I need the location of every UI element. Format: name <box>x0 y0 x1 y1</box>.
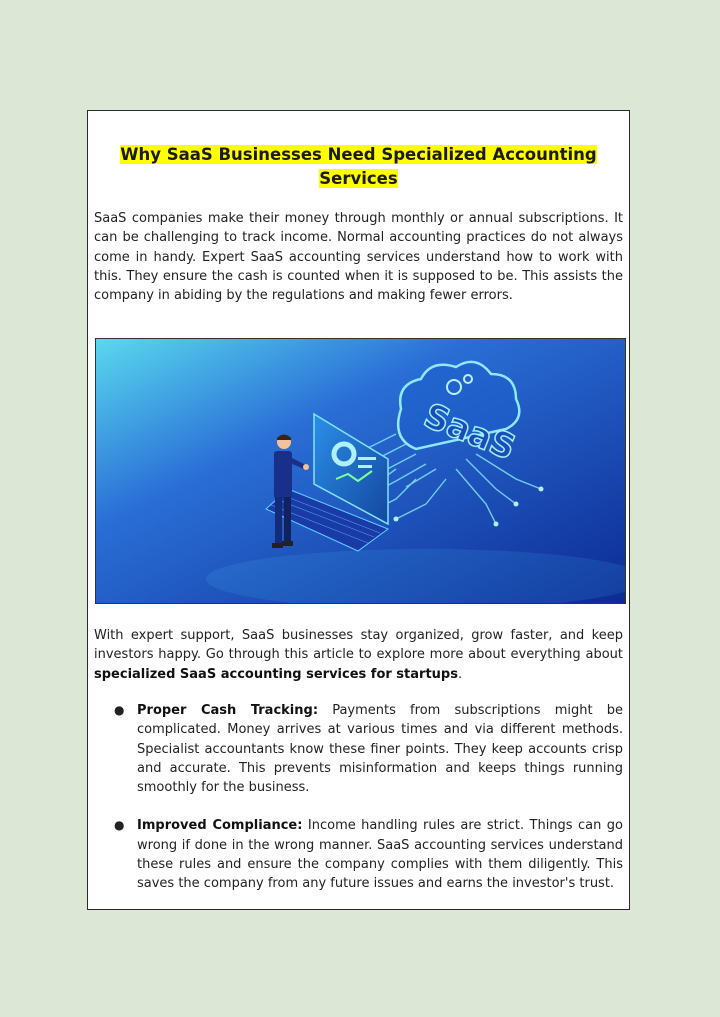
bullet-text: Income handling rules are strict. Things can go wrong if done in the wrong manner. SaaS accounting services understand these rules and ensure the company complies with them diligently. This saves the company from any future issues and earns the investor's trust. <box>137 818 623 892</box>
bullet-text: Payments from subscriptions might be complicated. Money arrives at various times and via different methods. Specialist accountants know these finer points. They keep accounts crisp and accurate. This prevents misinformation and keeps things running smoothly for the business. <box>137 703 623 796</box>
bullet-heading: Proper Cash Tracking: <box>137 703 319 718</box>
title-highlight: Why SaaS Businesses Need Specialized Accounting Services <box>120 145 597 188</box>
support-suffix: . <box>457 666 463 682</box>
support-bold-phrase: specialized SaaS accounting services for startups <box>94 666 458 682</box>
bullet-icon: ● <box>114 818 125 833</box>
support-text: With expert support, SaaS businesses stay organized, grow faster, and keep investors happy. Go through this article to explore more about everything about <box>94 628 623 663</box>
saas-illustration <box>96 339 626 604</box>
bullet-icon: ● <box>114 703 125 717</box>
bullet-heading: Improved Compliance: <box>137 818 303 834</box>
document-title <box>108 143 609 191</box>
intro-paragraph: SaaS companies make their money through monthly or annual subscriptions. It can be challenging to track income. Normal accounting practices do not always come in handy. Expert SaaS accounting services understand how to work with this. They ensure the cash is counted when it is supposed to be. This assists the company in abiding by the regulations and making fewer errors. <box>94 211 623 304</box>
support-paragraph <box>94 626 623 684</box>
list-item <box>94 701 623 797</box>
cloud-label: SaaS <box>418 395 522 469</box>
list-item <box>94 816 623 893</box>
benefit-list <box>94 701 623 913</box>
document-page <box>87 110 630 910</box>
hero-image <box>95 338 626 604</box>
